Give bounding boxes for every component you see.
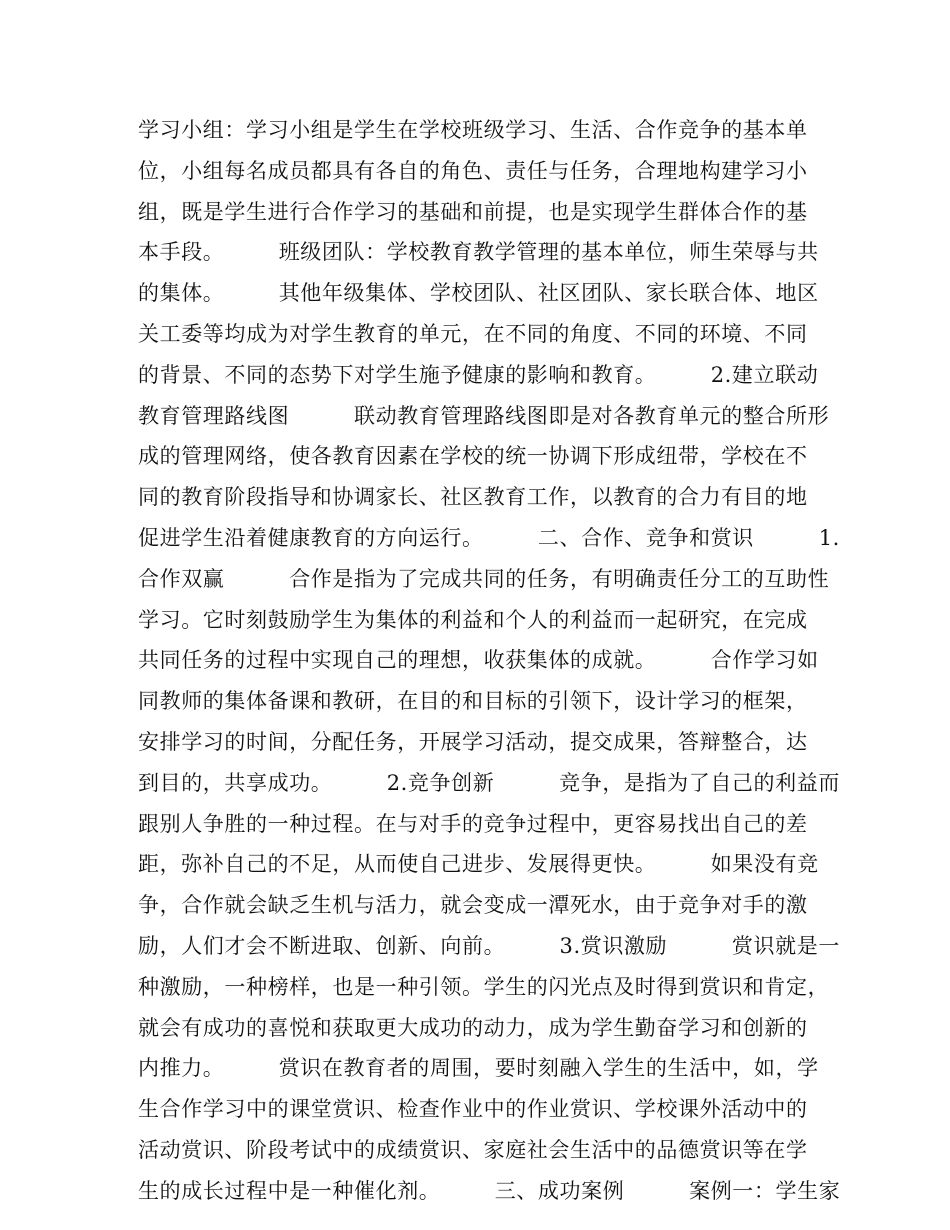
text-line: 组，既是学生进行合作学习的基础和前提，也是实现学生群体合作的基: [138, 199, 808, 224]
text-line: 促进学生沿着健康教育的方向运行。 二、合作、竞争和赏识 1.: [138, 525, 840, 550]
text-line: 合作双赢 合作是指为了完成共同的任务，有明确责任分工的互助性: [138, 566, 830, 591]
text-line: 教育管理路线图 联动教育管理路线图即是对各教育单元的整合所形: [138, 403, 830, 428]
text-line: 的背景、不同的态势下对学生施予健康的影响和教育。 2.建立联动: [138, 362, 819, 387]
text-line: 位，小组每名成员都具有各自的角色、责任与任务，合理地构建学习小: [138, 158, 808, 183]
text-line: 跟别人争胜的一种过程。在与对手的竞争过程中，更容易找出自己的差: [138, 811, 808, 836]
text-line: 同教师的集体备课和教研，在目的和目标的引领下，设计学习的框架，: [138, 689, 808, 714]
text-line: 的集体。 其他年级集体、学校团队、社区团队、家长联合体、地区: [138, 281, 819, 306]
text-line: 争，合作就会缺乏生机与活力，就会变成一潭死水，由于竞争对手的激: [138, 893, 808, 918]
text-line: 内推力。 赏识在教育者的周围，要时刻融入学生的生活中，如，学: [138, 1056, 819, 1081]
text-line: 共同任务的过程中实现自己的理想，收获集体的成就。 合作学习如: [138, 648, 819, 673]
text-line: 学习小组：学习小组是学生在学校班级学习、生活、合作竞争的基本单: [138, 118, 808, 142]
text-line: 安排学习的时间，分配任务，开展学习活动，提交成果，答辩整合，达: [138, 729, 808, 754]
text-line: 励，人们才会不断进取、创新、向前。 3.赏识激励 赏识就是一: [138, 933, 840, 958]
text-line: 同的教育阶段指导和协调家长、社区教育工作，以教育的合力有目的地: [138, 485, 808, 510]
text-line: 成的管理网络，使各教育因素在学校的统一协调下形成纽带，学校在不: [138, 444, 808, 469]
text-line: 关工委等均成为对学生教育的单元，在不同的角度、不同的环境、不同: [138, 321, 808, 346]
text-line: 就会有成功的喜悦和获取更大成功的动力，成为学生勤奋学习和创新的: [138, 1015, 808, 1040]
body-text: [138, 110, 841, 1212]
text-line: 种激励，一种榜样，也是一种引领。学生的闪光点及时得到赏识和肯定，: [138, 974, 830, 999]
text-line: 活动赏识、阶段考试中的成绩赏识、家庭社会生活中的品德赏识等在学: [138, 1137, 808, 1162]
text-line: 生的成长过程中是一种催化剂。 三、成功案例 案例一：学生家: [138, 1178, 841, 1203]
text-line: 到目的，共享成功。 2.竞争创新 竞争，是指为了自己的利益而: [138, 770, 840, 795]
text-line: 生合作学习中的课堂赏识、检查作业中的作业赏识、学校课外活动中的: [138, 1097, 808, 1122]
text-line: 距，弥补自己的不足，从而使自己进步、发展得更快。 如果没有竞: [138, 852, 819, 877]
text-line: 学习。它时刻鼓励学生为集体的利益和个人的利益而一起研究，在完成: [138, 607, 808, 632]
text-line: 本手段。 班级团队：学校教育教学管理的基本单位，师生荣辱与共: [138, 240, 819, 265]
